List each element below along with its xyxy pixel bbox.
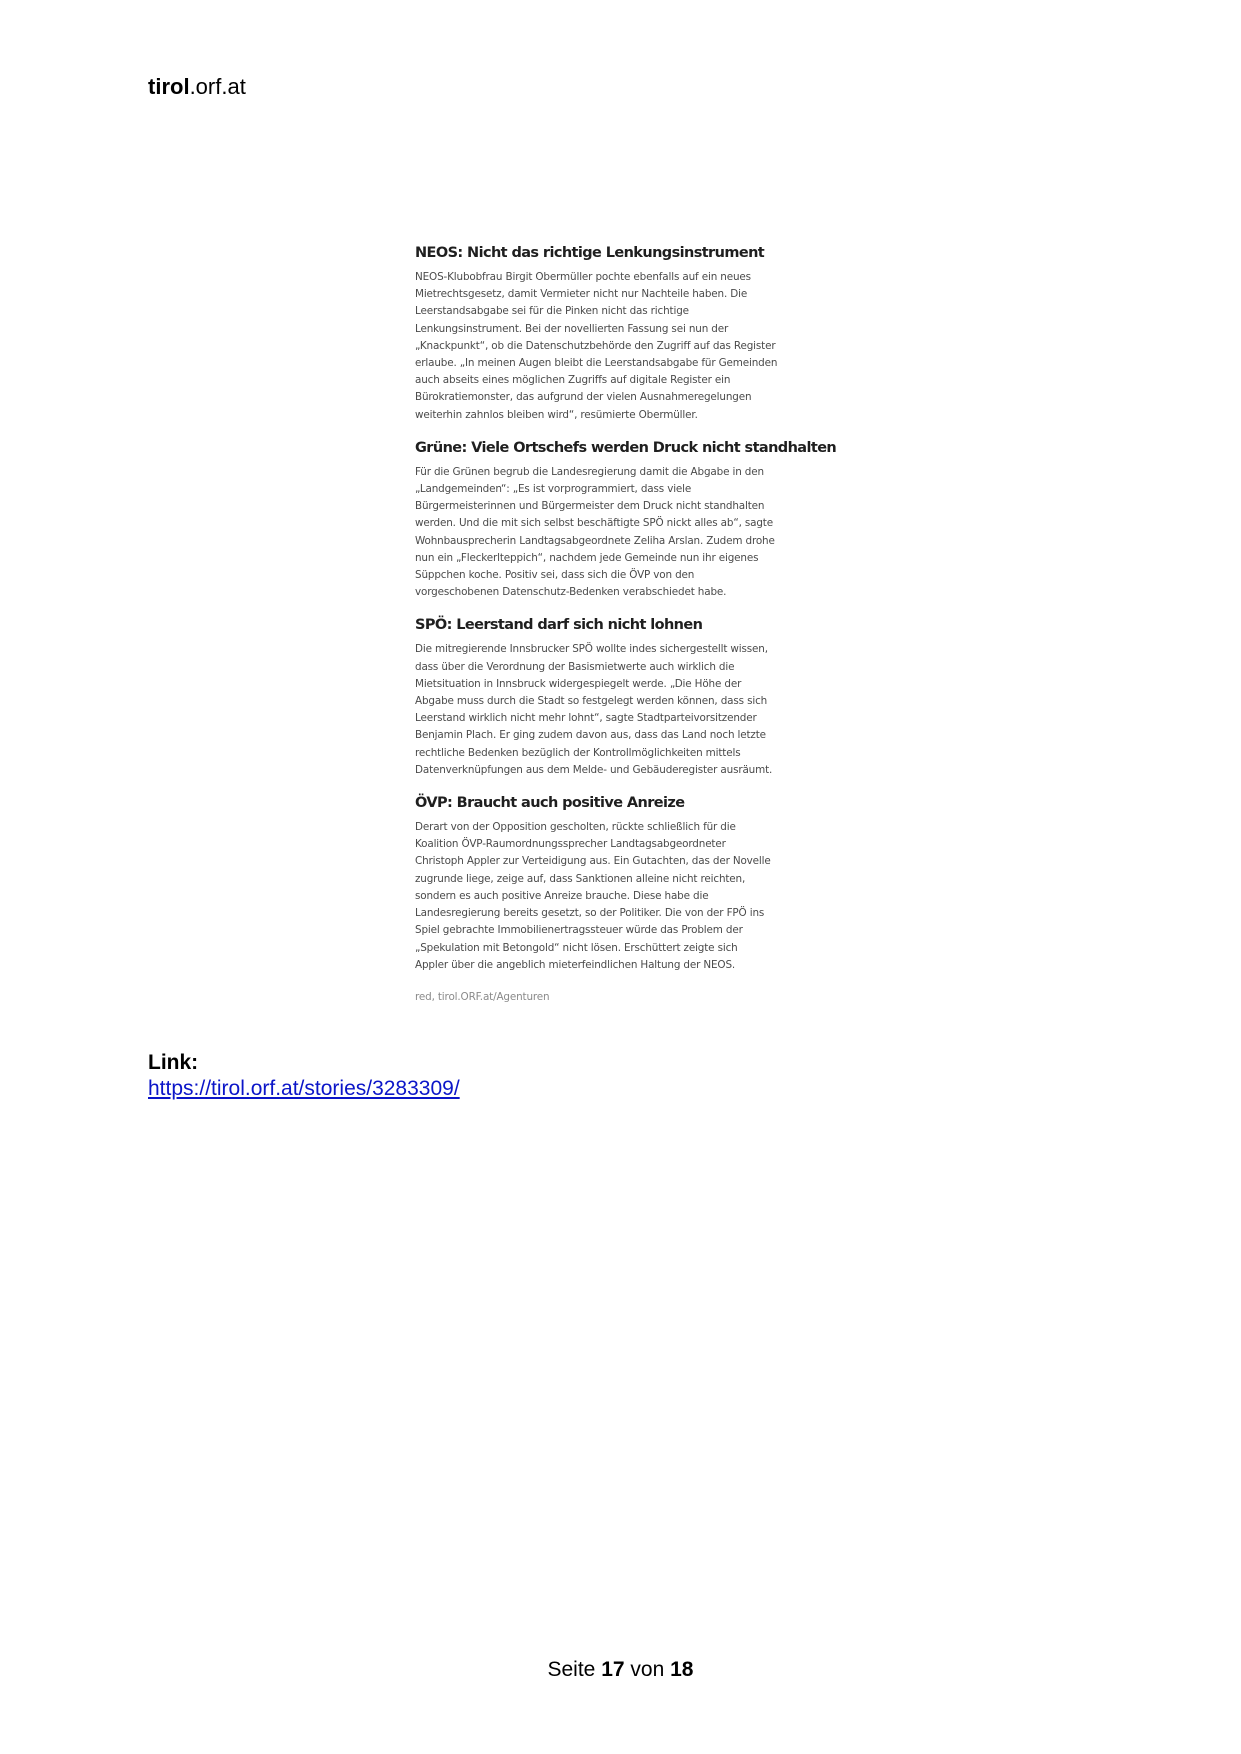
text-line: Leerstand wirklich nicht mehr lohnt“, sagte Stadtparteivorsitzender [415,712,757,725]
text-line: weiterhin zahnlos bleiben wird“, resümierte Obermüller. [415,408,698,421]
text-line: Mietsituation in Innsbruck widergespiegelt werde. „Die Höhe der [415,677,742,690]
footer-prefix: Seite [547,1658,596,1681]
text-line: Leerstandsabgabe sei für die Pinken nicht das richtige [415,305,689,318]
text-line: Spiel gebrachte Immobilienertragssteuer würde das Problem der [415,924,743,937]
section-neos [415,244,827,424]
text-line: Bürgermeisterinnen und Bürgermeister dem Druck nicht standhalten [415,500,765,513]
text-line: Die mitregierende Innsbrucker SPÖ wollte indes sichergestellt wissen, [415,643,768,656]
text-line: NEOS-Klubobfrau Birgit Obermüller pochte ebenfalls auf ein neues [415,271,751,283]
footer-middle: von [630,1658,665,1681]
section-heading: ÖVP: Braucht auch positive Anreize [415,795,685,812]
text-line: sondern es auch positive Anreize brauche. Diese habe die [415,889,709,902]
text-line: werden. Und die mit sich selbst beschäftigte SPÖ nickt alles ab“, sagte [415,517,773,530]
brand-bold: tirol [148,74,190,99]
text-line: „Spekulation mit Betongold“ nicht lösen. Erschüttert zeigte sich [415,941,738,954]
section-oevp [415,794,827,974]
text-line: Landesregierung bereits gesetzt, so der Politiker. Die von der FPÖ ins [415,907,765,920]
page-footer [0,1657,1241,1683]
text-line: Derart von der Opposition gescholten, rückte schließlich für die [415,821,736,834]
story-link[interactable]: https://tirol.orf.at/stories/3283309/ [148,1077,460,1100]
section-spoe [415,616,827,779]
text-line: zugrunde liege, zeige auf, dass Sanktionen alleine nicht reichten, [415,872,746,885]
text-line: Koalition ÖVP-Raumordnungssprecher Landtagsabgeordneter [415,838,726,851]
text-line: nun ein „Fleckerlteppich“, nachdem jede Gemeinde nun ihr eigenes [415,551,759,564]
link-block [148,1050,460,1102]
text-line: Appler über die angeblich mieterfeindlichen Haltung der NEOS. [415,958,736,971]
text-line: Wohnbausprecherin Landtagsabgeordnete Zeliha Arslan. Zudem drohe [415,534,775,547]
article-credit: red, tirol.ORF.at/Agenturen [415,990,550,1003]
footer-page-total: 18 [670,1658,694,1681]
text-line: Mietrechtsgesetz, damit Vermieter nicht nur Nachteile haben. Die [415,288,748,301]
text-line: erlaube. „In meinen Augen bleibt die Leerstandsabgabe für Gemeinden [415,357,778,370]
text-line: „Landgemeinden“: „Es ist vorprogrammiert, dass viele [415,483,692,496]
section-gruene [415,439,837,602]
text-line: Für die Grünen begrub die Landesregierung damit die Abgabe in den [415,465,764,478]
text-line: dass über die Verordnung der Basismietwerte auch wirklich die [415,660,735,673]
text-line: Lenkungsinstrument. Bei der novellierten Fassung sei nun der [415,322,729,335]
site-brand [148,74,246,100]
text-line: Abgabe muss durch die Stadt so festgelegt werden können, dass sich [415,695,768,708]
text-line: „Knackpunkt“, ob die Datenschutzbehörde den Zugriff auf das Register [415,339,776,352]
link-label: Link: [148,1051,199,1074]
section-heading: NEOS: Nicht das richtige Lenkungsinstrument [415,245,765,261]
text-line: Benjamin Plach. Er ging zudem davon aus, dass das Land noch letzte [415,729,766,742]
text-line: Bürokratiemonster, das aufgrund der vielen Ausnahmeregelungen [415,391,752,404]
text-line: Süppchen koche. Positiv sei, dass sich die ÖVP von den [415,569,695,582]
section-heading: Grüne: Viele Ortschefs werden Druck nicht standhalten [415,439,837,456]
brand-rest: .orf.at [189,74,246,99]
section-heading: SPÖ: Leerstand darf sich nicht lohnen [415,617,703,634]
text-line: vorgeschobenen Datenschutz-Bedenken verabschiedet habe. [415,586,727,599]
text-line: rechtliche Bedenken bezüglich der Kontrollmöglichkeiten mittels [415,746,741,759]
text-line: auch abseits eines möglichen Zugriffs auf digitale Register ein [415,374,731,387]
article-excerpt [415,244,837,1006]
text-line: Datenverknüpfungen aus dem Melde- und Gebäuderegister ausräumt. [415,763,773,776]
text-line: Christoph Appler zur Verteidigung aus. Ein Gutachten, das der Novelle [415,855,771,868]
footer-page-number: 17 [601,1658,625,1681]
